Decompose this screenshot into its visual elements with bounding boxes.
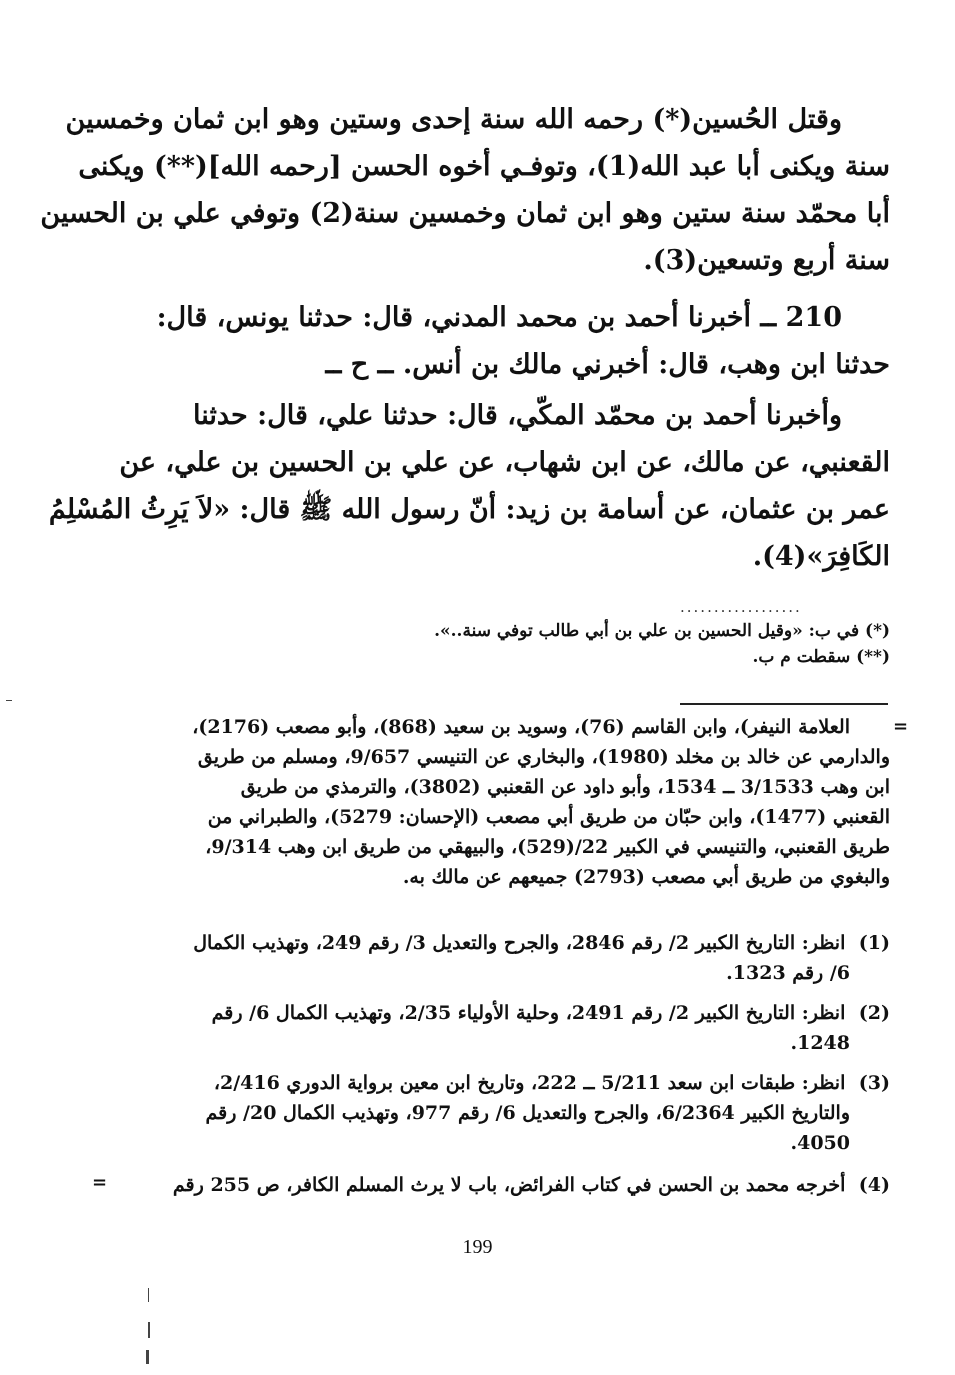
footnote-number: (3)	[858, 1072, 890, 1094]
main-line: سنة ويكنى أبا عبد الله(1)، وتوفـي أخوه الحسن [رحمه الله](**) ويكنى	[78, 151, 890, 182]
continuation-mark: =	[893, 716, 909, 737]
main-line: 210 ــ أخبرنا أحمد بن محمد المدني، قال: حدثنا يونس، قال:	[156, 302, 842, 333]
scan-mark	[146, 1350, 149, 1364]
footnote-continuation	[110, 712, 890, 892]
hadith-210	[138, 294, 890, 388]
main-line: القعنبي، عن مالك، عن ابن شهاب، عن علي بن الحسين بن علي، عن	[119, 447, 890, 478]
footnote-line: 6/ رقم 1323.	[726, 962, 850, 984]
main-paragraph	[40, 96, 890, 284]
main-line: وأخبرنا أحمد بن محمّد المكّي، قال: حدثنا علي، قال: حدثنا	[192, 400, 842, 431]
end-continuation-mark: =	[92, 1172, 108, 1193]
footnote-text: انظر: طبقات ابن سعد 5/211 ــ 222، وتاريخ ابن معين برواية الدوري 2/416،	[213, 1072, 846, 1094]
footnote-text: انظر: التاريخ الكبير 2/ رقم 2491، وحلية الأولياء 2/35، وتهذيب الكمال 6/ رقم	[211, 1002, 846, 1024]
footnote-number: (1)	[858, 932, 890, 954]
variant-note: (**) سقطت م ب.	[752, 647, 890, 667]
variant-notes	[380, 618, 890, 670]
footnote-line: والتاريخ الكبير 6/2364، والجرح والتعديل 6/ رقم 977، وتهذيب الكمال 20/ رقم	[205, 1102, 850, 1124]
footnote-2	[110, 998, 890, 1058]
footnote-line: طريق القعنبي، والتنيسي في الكبير 22/(529)، والبيهقي من طريق ابن وهب 9/314،	[205, 836, 890, 858]
main-line: وقتل الحُسين(*) رحمه الله سنة إحدى وستين وهو ابن ثمان وخمسين	[65, 104, 842, 135]
footnote-rule	[680, 703, 888, 705]
footnote-number: (2)	[858, 1002, 890, 1024]
hadith-210-continuation	[48, 392, 890, 580]
footnote-1	[110, 928, 890, 988]
footnote-line: 1248.	[790, 1032, 850, 1054]
main-line: الكَافِرَ»(4).	[752, 541, 890, 572]
footnote-line: ابن وهب 3/1533 ــ 1534، وأبو داود عن القعنبي (3802)، والترمذي من طريق	[240, 776, 890, 798]
scan-mark	[148, 1322, 150, 1338]
page-number: 199	[462, 1236, 493, 1258]
main-line: أبا محمّد سنة ستين وهو ابن ثمان وخمسين سنة(2) وتوفي علي بن الحسين	[40, 198, 890, 229]
footnote-line: والبغوي من طريق أبي مصعب (2793) جميعهم عن مالك به.	[402, 866, 890, 888]
variant-note: (*) في ب: «وقيل الحسين بن علي بن أبي طالب توفي سنة..».	[434, 621, 890, 641]
main-line: سنة أربع وتسعين(3).	[643, 245, 890, 276]
separator-dots: ..................	[680, 598, 802, 616]
main-line: حدثنا ابن وهب، قال: أخبرني مالك بن أنس. ــ ح ــ	[325, 349, 890, 380]
scan-mark	[148, 1288, 149, 1302]
footnote-line: والدارمي عن خالد بن مخلد (1980)، والبخاري عن التنيسي 9/657، ومسلم من طريق	[197, 746, 890, 768]
footnote-text: انظر: التاريخ الكبير 2/ رقم 2846، والجرح والتعديل 3/ رقم 249، وتهذيب الكمال	[193, 932, 846, 954]
footnote-4	[110, 1170, 890, 1200]
footnote-3	[110, 1068, 890, 1158]
scan-mark	[6, 700, 12, 701]
footnote-line: 4050.	[790, 1132, 850, 1154]
footnote-line: العلامة النيفر)، وابن القاسم (76)، وسويد بن سعيد (868)، وأبو مصعب (2176)،	[192, 716, 850, 738]
footnote-line: القعنبي (1477)، وابن حبّان من طريق أبي مصعب (الإحسان: 5279)، والطبراني من	[207, 806, 890, 828]
footnote-number: (4)	[858, 1174, 890, 1196]
footnote-text: أخرجه محمد بن الحسن في كتاب الفرائض، باب لا يرث المسلم الكافر، ص 255 رقم	[172, 1174, 846, 1196]
main-line: عمر بن عثمان، عن أسامة بن زيد: أنّ رسول الله ﷺ قال: «لاَ يَرِثُ المُسْلِمُ	[48, 494, 890, 525]
